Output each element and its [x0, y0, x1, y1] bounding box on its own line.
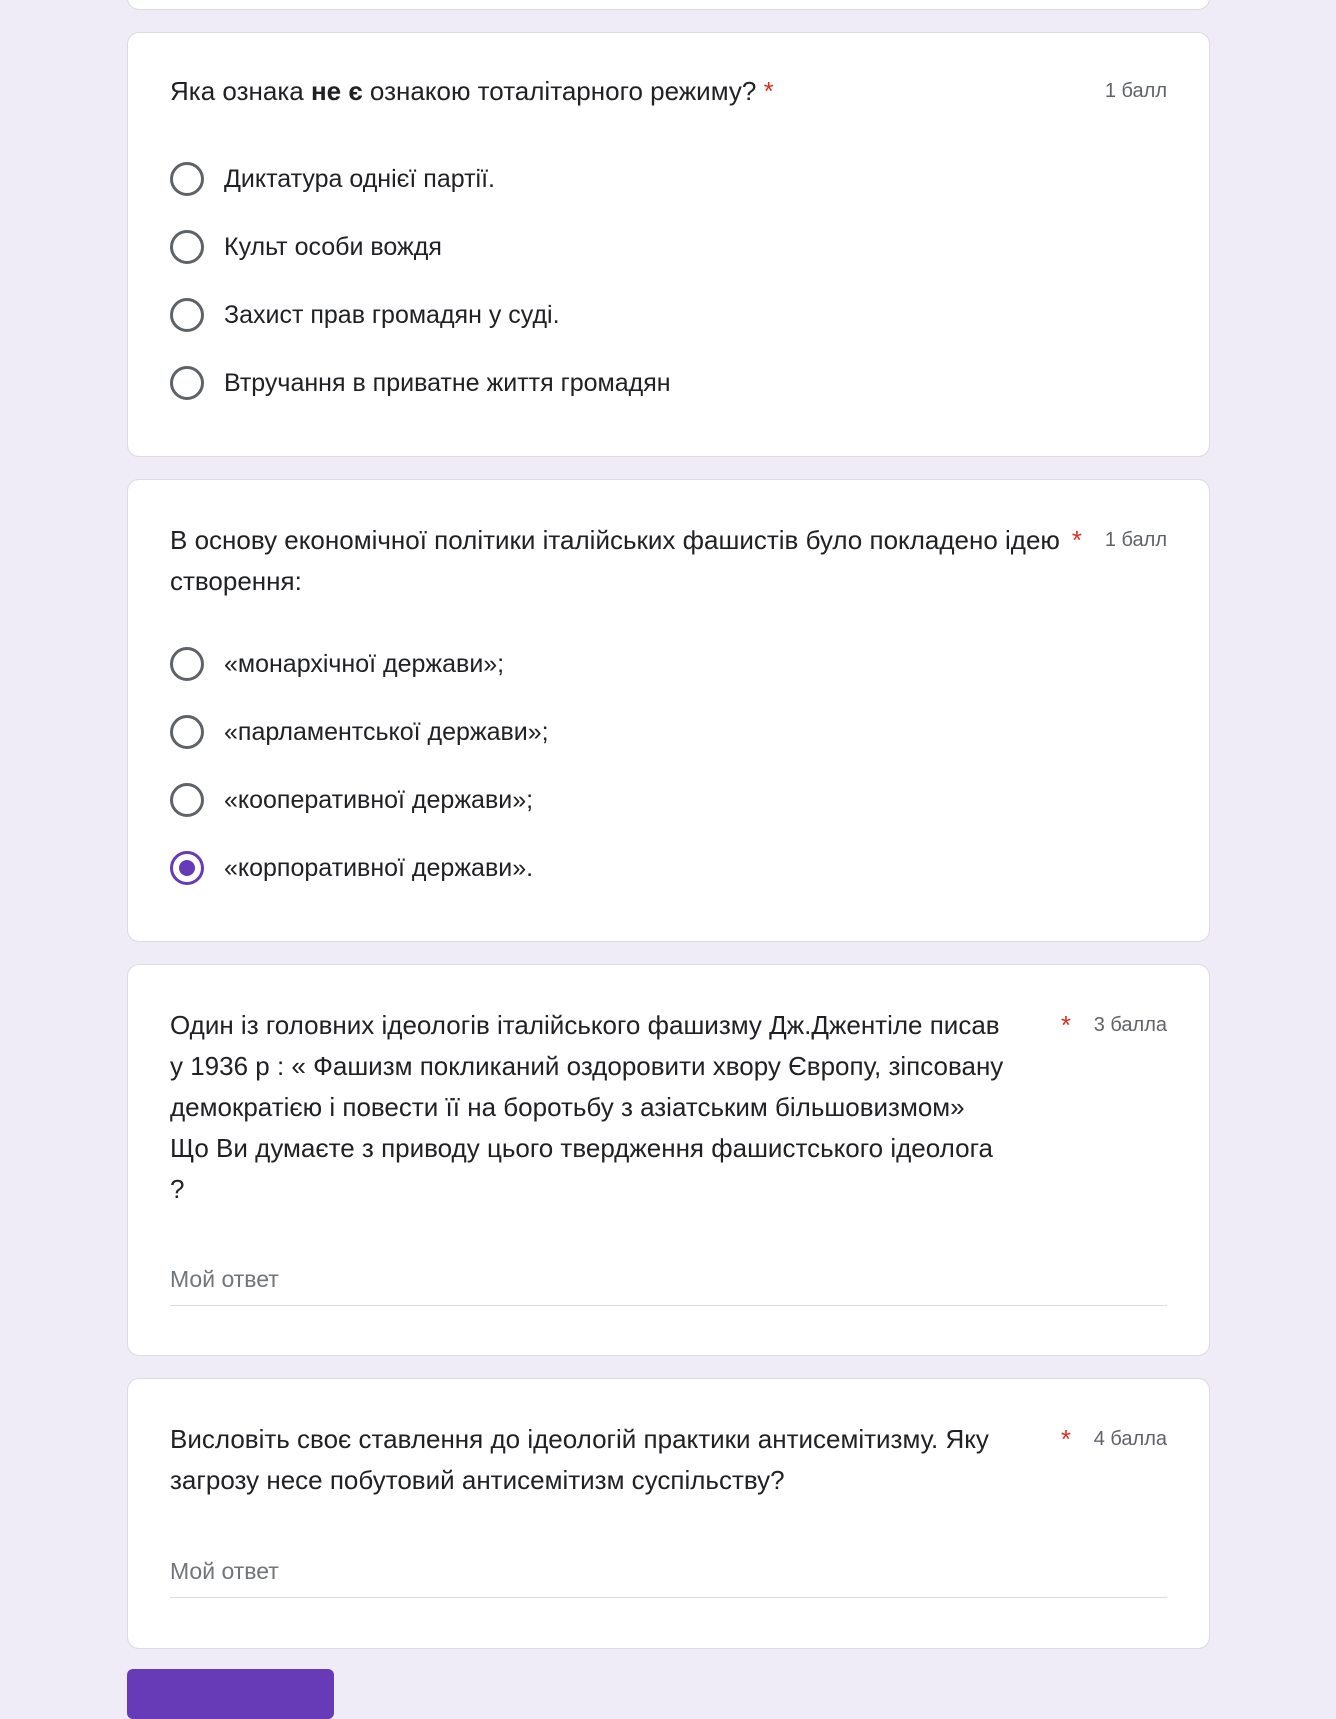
- radio-option[interactable]: [170, 295, 560, 335]
- radio-button[interactable]: [170, 783, 204, 817]
- radio-option[interactable]: [170, 780, 533, 820]
- question-header-3: [170, 1005, 1167, 1210]
- question-header-1: [170, 71, 1167, 112]
- radio-option[interactable]: [170, 712, 549, 752]
- points-label: 1 балл: [1104, 529, 1167, 551]
- option-label: «корпоративної держави».: [224, 853, 534, 882]
- radio-option[interactable]: [170, 227, 442, 267]
- radio-button[interactable]: [170, 715, 204, 749]
- option-label: «кооперативної держави»;: [224, 785, 534, 814]
- option-label: «парламентської держави»;: [224, 717, 549, 746]
- answer-field[interactable]: [170, 1551, 1167, 1598]
- submit-button[interactable]: [127, 1669, 334, 1719]
- question-title-4: Висловіть своє ставлення до ідеологій практики антисемітизму. Яку загрозу несе побутовий антисемітизм суспільству?: [170, 1424, 989, 1495]
- radio-button[interactable]: [170, 298, 204, 332]
- question-header-2: [170, 520, 1167, 602]
- question-card-3: [127, 964, 1210, 1356]
- option-label: Втручання в приватне життя громадян: [224, 368, 671, 397]
- required-asterisk: *: [1071, 525, 1082, 555]
- question-card-1: [127, 32, 1210, 457]
- radio-button[interactable]: [170, 162, 204, 196]
- radio-option[interactable]: [170, 363, 671, 403]
- question-card-4: [127, 1378, 1210, 1649]
- question-header-4: [170, 1419, 1167, 1501]
- radio-option-selected[interactable]: [170, 848, 533, 888]
- option-label: Захист прав громадян у суді.: [224, 300, 560, 329]
- radio-option[interactable]: [170, 159, 495, 199]
- answer-input[interactable]: [170, 1259, 1167, 1299]
- points-label: 3 балла: [1093, 1014, 1167, 1036]
- option-label: Диктатура однієї партії.: [224, 164, 495, 193]
- question-title-3: Один із головних ідеологів італійського фашизму Дж.Джентіле писав у 1936 р : « Фашизм покликаний оздоровити хвору Європу, зіпсовану демократією і повести її на боротьбу з азіатським більшовизмом» Що Ви думаєте з приводу цього твердження фашистського ідеолога ?: [170, 1010, 1004, 1204]
- answer-input[interactable]: [170, 1551, 1167, 1591]
- radio-button-checked[interactable]: [170, 851, 204, 885]
- question-title-2: В основу економічної політики італійських фашистів було покладено ідею створення:: [170, 525, 1060, 596]
- radio-option[interactable]: [170, 644, 504, 684]
- question-title-1: Яка ознака не є ознакою тоталітарного режиму? *: [170, 76, 774, 106]
- required-asterisk: *: [1060, 1424, 1071, 1454]
- points-label: 1 балл: [1104, 80, 1167, 102]
- required-asterisk: *: [1060, 1010, 1071, 1040]
- answer-field[interactable]: [170, 1259, 1167, 1306]
- radio-button[interactable]: [170, 366, 204, 400]
- radio-button[interactable]: [170, 647, 204, 681]
- points-label: 4 балла: [1093, 1428, 1167, 1450]
- question-card-2: [127, 479, 1210, 942]
- required-asterisk: *: [763, 76, 774, 106]
- previous-question-card: [127, 0, 1210, 10]
- option-label: Культ особи вождя: [224, 232, 442, 261]
- radio-button[interactable]: [170, 230, 204, 264]
- option-label: «монархічної держави»;: [224, 649, 505, 678]
